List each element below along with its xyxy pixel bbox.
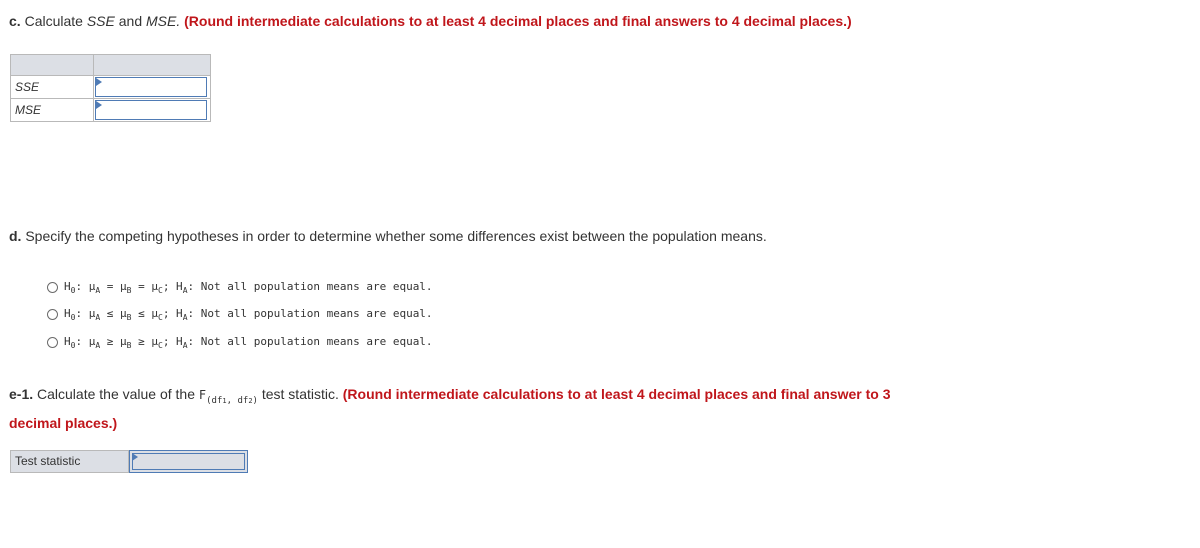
hypothesis-text: $H_0$: $\mu_A = \mu_B = \mu_C$; $H_A$: Not all population means are equal. — [64, 279, 433, 295]
f-statistic-notation: $F_{(df1, df2)}$ — [198, 388, 258, 406]
question-c-label: c. — [9, 13, 21, 29]
table-row — [11, 76, 211, 99]
test-statistic-input-cell — [129, 450, 248, 473]
table-row — [11, 99, 211, 122]
question-e1 — [9, 383, 909, 434]
test-statistic-row — [10, 450, 248, 473]
mse-label: MSE — [11, 99, 94, 122]
question-d-text: Specify the competing hypotheses in order to determine whether some differences exist between the population means. — [25, 228, 767, 244]
question-e1-text: Calculate the value of the — [37, 386, 196, 402]
answer-flag-icon — [96, 78, 102, 86]
sse-input[interactable] — [95, 77, 207, 97]
test-statistic-label: Test statistic — [10, 450, 129, 473]
hypothesis-option[interactable] — [47, 278, 433, 296]
question-d — [9, 225, 767, 247]
hypothesis-option[interactable] — [47, 305, 433, 323]
answer-flag-icon — [132, 453, 138, 461]
table-header-cell — [94, 55, 211, 76]
question-c — [9, 10, 852, 32]
sse-term: SSE — [86, 13, 115, 29]
sse-label: SSE — [11, 76, 94, 99]
mse-term: MSE. — [146, 13, 181, 29]
question-d-label: d. — [9, 228, 22, 244]
radio-button[interactable] — [47, 309, 58, 320]
radio-button[interactable] — [47, 282, 58, 293]
question-e1-text-2: test statistic. — [261, 386, 339, 402]
table-header-cell — [11, 55, 94, 76]
question-e1-instruction: (Round intermediate calculations to at least 4 decimal places and final answer to 3 decimal places.) — [9, 386, 891, 431]
sse-input-cell — [94, 76, 211, 99]
mse-input-cell — [94, 99, 211, 122]
question-e1-label: e-1. — [9, 386, 34, 402]
mse-input[interactable] — [95, 100, 207, 120]
hypothesis-text: $H_0$: $\mu_A \le \mu_B \le \mu_C$; $H_A$: Not all population means are equal. — [64, 306, 433, 322]
answer-flag-icon — [96, 101, 102, 109]
question-c-instruction: (Round intermediate calculations to at least 4 decimal places and final answers to 4 decimal places.) — [184, 13, 852, 29]
hypothesis-text: $H_0$: $\mu_A \ge \mu_B \ge \mu_C$; $H_A$: Not all population means are equal. — [64, 334, 433, 350]
table-header-row — [11, 55, 211, 76]
question-c-text: Calculate — [24, 13, 83, 29]
sse-mse-table — [10, 54, 211, 122]
hypothesis-option[interactable] — [47, 333, 433, 351]
test-statistic-input[interactable] — [132, 453, 245, 470]
and-text: and — [118, 13, 143, 29]
radio-button[interactable] — [47, 337, 58, 348]
